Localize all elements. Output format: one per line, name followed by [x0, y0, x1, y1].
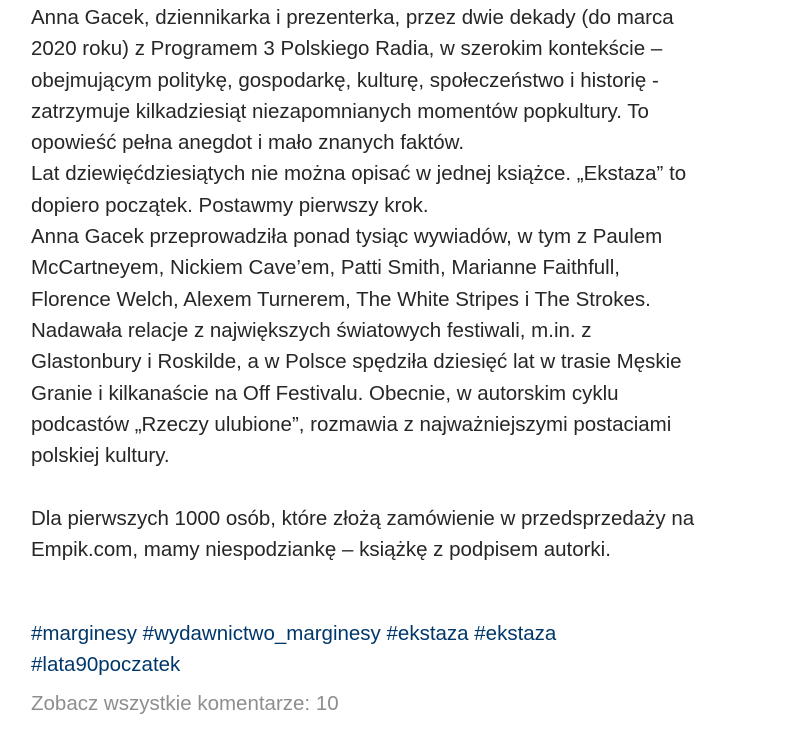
caption-line: polskiej kultury.	[31, 444, 170, 468]
hashtag-wydawnictwo-marginesy[interactable]: #wydawnictwo_marginesy	[142, 622, 381, 645]
post-caption	[31, 2, 801, 565]
caption-line: Granie i kilkanaście na Off Festivalu. Obecnie, w autorskim cyklu	[31, 381, 619, 405]
caption-line: obejmującym politykę, gospodarkę, kulturę, społeczeństwo i historię -	[31, 68, 659, 92]
hashtag-lata90poczatek[interactable]: #lata90poczatek	[31, 653, 181, 677]
caption-line: McCartneyem, Nickiem Cave’em, Patti Smith, Marianne Faithfull,	[31, 256, 620, 280]
caption-line: dopiero początek. Postawmy pierwszy krok.	[31, 193, 429, 217]
caption-line: Glastonbury i Roskilde, a w Polsce spędziła dziesięć lat w trasie Męskie	[31, 350, 682, 374]
caption-line: 2020 roku) z Programem 3 Polskiego Radia, w szerokim kontekście –	[31, 37, 663, 61]
caption-line: Nadawała relacje z największych światowych festiwali, m.in. z	[31, 318, 592, 342]
caption-line: Florence Welch, Alexem Turnerem, The White Stripes i The Strokes.	[31, 287, 651, 311]
hashtag-ekstaza[interactable]: #ekstaza	[386, 622, 469, 645]
caption-line: Lat dziewięćdziesiątych nie można opisać w jednej książce. „Ekstaza” to	[31, 162, 687, 186]
caption-line: podcastów „Rzeczy ulubione”, rozmawia z najważniejszymi postaciami	[31, 412, 672, 436]
caption-line: Anna Gacek przeprowadziła ponad tysiąc wywiadów, w tym z Paulem	[31, 225, 663, 249]
caption-line: Anna Gacek, dziennikarka i prezenterka, przez dwie dekady (do marca	[31, 6, 674, 29]
hashtag-row	[31, 649, 556, 680]
hashtag-marginesy[interactable]: #marginesy	[31, 622, 137, 645]
promo-line: Empik.com, mamy niespodziankę – książkę z podpisem autorki.	[31, 538, 611, 562]
caption-line: zatrzymuje kilkadziesiąt niezapomnianych momentów popkultury. To	[31, 99, 649, 123]
promo-line: Dla pierwszych 1000 osób, które złożą zamówienie w przedsprzedaży na	[31, 506, 695, 530]
hashtag-ekstaza-2[interactable]: #ekstaza	[474, 622, 557, 645]
hashtag-row	[31, 618, 556, 649]
caption-line: opowieść pełna anegdot i mało znanych faktów.	[31, 131, 465, 155]
hashtag-list	[31, 618, 556, 681]
view-all-comments-link[interactable]: Zobacz wszystkie komentarze: 10	[31, 692, 339, 715]
paragraph-spacer	[31, 471, 801, 502]
